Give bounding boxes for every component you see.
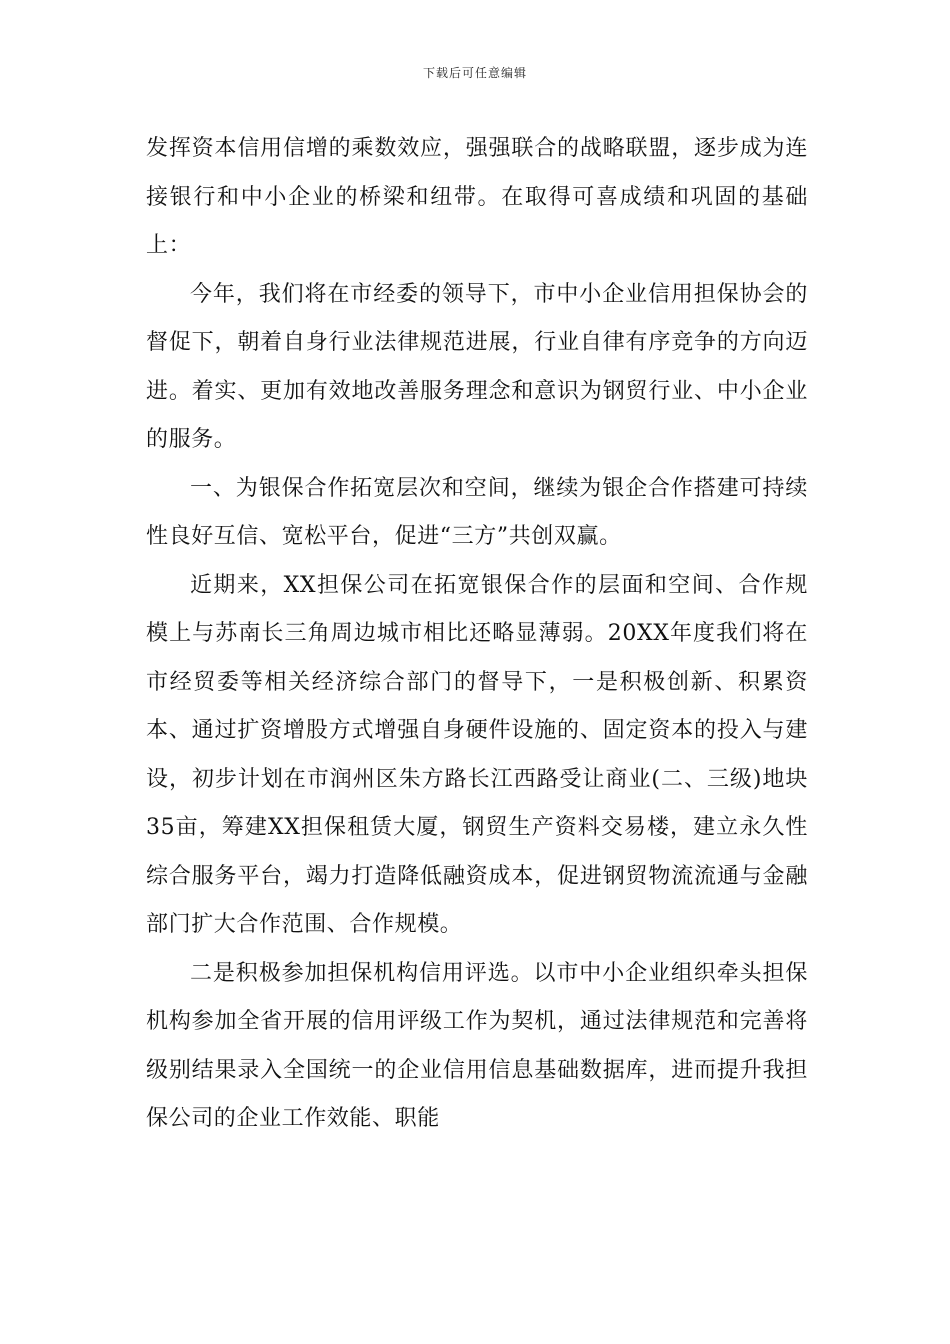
paragraph-3: 一、为银保合作拓宽层次和空间，继续为银企合作搭建可持续性良好互信、宽松平台，促进“三方”共创双赢。 [146, 475, 808, 549]
paragraph-1: 发挥资本信用信增的乘数效应，强强联合的战略联盟，逐步成为连接银行和中小企业的桥梁和纽带。在取得可喜成绩和巩固的基础上： [146, 136, 808, 258]
page-header: 下载后可任意编辑 [422, 66, 527, 80]
paragraph-2: 今年，我们将在市经委的领导下，市中小企业信用担保协会的督促下，朝着自身行业法律规范进展，行业自律有序竞争的方向迈进。着实、更加有效地改善服务理念和意识为钢贸行业、中小企业的服务。 [146, 281, 808, 452]
document-body [146, 125, 808, 1144]
paragraph-4: 近期来，XX担保公司在拓宽银保合作的层面和空间、合作规模上与苏南长三角周边城市相比还略显薄弱。20XX年度我们将在市经贸委等相关经济综合部门的督导下，一是积极创新、积累资本、通过扩资增股方式增强自身硬件设施的、固定资本的投入与建设，初步计划在市润州区朱方路长江西路受让商业(二、三级)地块35亩，筹建XX担保租赁大厦，钢贸生产资料交易楼，建立永久性综合服务平台，竭力打造降低融资成本，促进钢贸物流流通与金融部门扩大合作范围、合作规模。 [146, 572, 808, 937]
paragraph-5: 二是积极参加担保机构信用评选。以市中小企业组织牵头担保机构参加全省开展的信用评级工作为契机，通过法律规范和完善将级别结果录入全国统一的企业信用信息基础数据库，进而提升我担保公司的企业工作效能、职能 [146, 960, 808, 1131]
